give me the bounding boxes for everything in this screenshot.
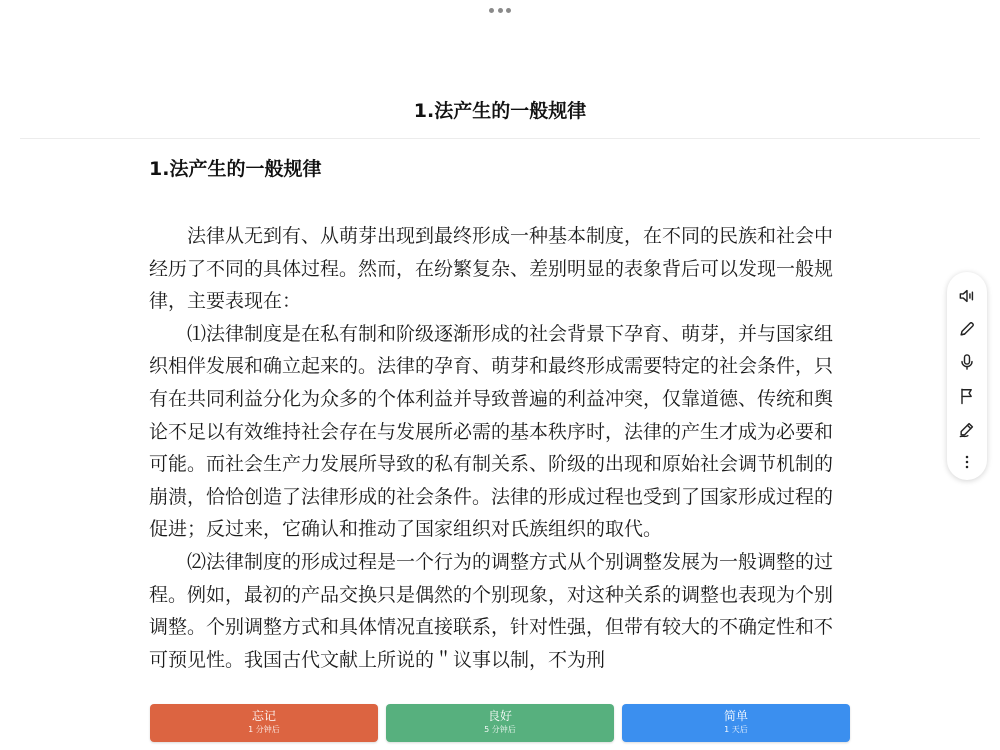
good-button[interactable] xyxy=(386,704,614,742)
forgot-interval: 1 分钟后 xyxy=(248,725,280,734)
drag-dot xyxy=(506,8,511,13)
pen-icon[interactable] xyxy=(951,413,983,444)
side-toolbar xyxy=(947,272,987,480)
card-content xyxy=(149,154,849,676)
paragraph: 法律从无到有、从萌芽出现到最终形成一种基本制度，在不同的民族和社会中经历了不同的具体过程。然而，在纷繁复杂、差别明显的表象背后可以发现一般规律，主要表现在： xyxy=(149,225,834,313)
drag-handle[interactable] xyxy=(489,6,511,14)
rating-bar xyxy=(0,696,1000,750)
more-vertical-icon[interactable] xyxy=(951,447,983,478)
paragraph: ⑴法律制度是在私有制和阶级逐渐形成的社会背景下孕育、萌芽，并与国家组织相伴发展和确立起来的。法律的孕育、萌芽和最终形成需要特定的社会条件，只有在共同利益分化为众多的个体利益并导致普遍的利益冲突，仅靠道德、传统和舆论不足以有效维持社会存在与发展所必需的基本秩序时，法律的产生才成为必要和可能。而社会生产力发展所导致的私有制关系、阶级的出现和原始社会调节机制的崩溃，恰恰创造了法律形成的社会条件。法律的形成过程也受到了国家形成过程的促进；反过来，它确认和推动了国家组织对氏族组织的取代。 xyxy=(149,322,834,541)
easy-interval: 1 天后 xyxy=(724,725,748,734)
flag-icon[interactable] xyxy=(951,380,983,411)
header-divider xyxy=(20,138,980,139)
easy-label: 简单 xyxy=(723,709,748,723)
body-text xyxy=(149,220,849,676)
page-title: 1.法产生的一般规律 xyxy=(413,100,587,122)
forgot-button[interactable] xyxy=(150,704,378,742)
pencil-icon[interactable] xyxy=(951,313,983,344)
microphone-icon[interactable] xyxy=(951,347,983,378)
drag-dot xyxy=(489,8,494,13)
speaker-icon[interactable] xyxy=(951,280,983,311)
drag-dot xyxy=(498,8,503,13)
section-heading: 1.法产生的一般规律 xyxy=(149,158,322,180)
paragraph: ⑵法律制度的形成过程是一个行为的调整方式从个别调整发展为一般调整的过程。例如，最初的产品交换只是偶然的个别现象，对这种关系的调整也表现为个别调整。个别调整方式和具体情况直接联系，针对性强，但带有较大的不确定性和不可预见性。我国古代文献上所说的＂议事以制，不为刑 xyxy=(149,550,834,671)
easy-button[interactable] xyxy=(622,704,850,742)
good-interval: 5 分钟后 xyxy=(484,725,516,734)
good-label: 良好 xyxy=(487,709,512,723)
forgot-label: 忘记 xyxy=(251,709,276,723)
